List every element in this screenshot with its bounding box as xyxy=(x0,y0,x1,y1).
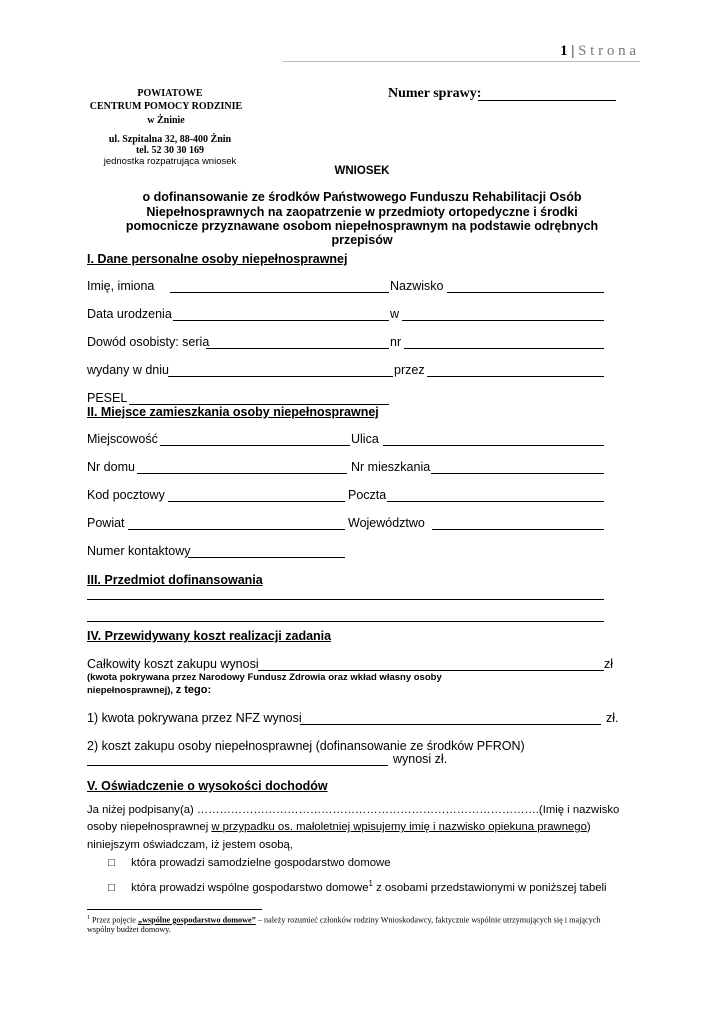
id-series-field[interactable] xyxy=(206,348,389,349)
form-subtitle-line2: Niepełnosprawnych na zaopatrzenie w przedmioty ortopedyczne i środki xyxy=(146,205,578,219)
institution-note: jednostka rozpatrująca wniosek xyxy=(103,156,237,167)
pesel-label: PESEL xyxy=(87,391,128,405)
birth-date-label: Data urodzenia xyxy=(87,307,172,321)
birth-date-field[interactable] xyxy=(173,320,389,321)
birth-place-field[interactable] xyxy=(402,320,604,321)
total-cost-unit: zł xyxy=(604,657,614,671)
institution-line3: w Żninie xyxy=(147,115,185,126)
footnote-text1: – należy rozumieć członków rodziny Wnioskodawcy, faktycznie wspólnie utrzymujących się i mających xyxy=(255,915,601,925)
section3-heading: III. Przedmiot dofinansowania xyxy=(87,573,263,587)
id-number-label: nr xyxy=(390,335,402,349)
form-subtitle-line4: przepisów xyxy=(331,233,393,247)
total-cost-label: Całkowity koszt zakupu wynosi xyxy=(87,657,259,671)
postal-code-field[interactable] xyxy=(168,501,345,502)
form-subtitle-line1: o dofinansowanie ze środków Państwowego Funduszu Rehabilitacji Osób xyxy=(142,190,582,204)
house-no-label: Nr domu xyxy=(87,460,135,474)
voivodeship-field[interactable] xyxy=(432,529,604,530)
nfz-label: 1) kwota pokrywana przez NFZ wynosi xyxy=(87,711,302,725)
statement-line2-c: ) xyxy=(586,821,591,833)
total-cost-note2 xyxy=(87,684,211,696)
last-name-field[interactable] xyxy=(447,292,604,293)
first-name-field[interactable] xyxy=(170,292,389,293)
checkbox-icon[interactable]: □ xyxy=(108,857,115,869)
option-shared-household-label: która prowadzi wspólne gospodarstwo domowe xyxy=(131,881,369,894)
page-number: 1 xyxy=(560,43,568,59)
case-number-field[interactable] xyxy=(478,100,616,101)
section4-heading: IV. Przewidywany koszt realizacji zadania xyxy=(87,629,332,643)
county-field[interactable] xyxy=(128,529,345,530)
town-field[interactable] xyxy=(160,445,350,446)
option-own-household-label: która prowadzi samodzielne gospodarstwo domowe xyxy=(131,857,391,869)
form-title: WNIOSEK xyxy=(334,165,390,177)
subject-field-line1[interactable] xyxy=(87,599,604,600)
section1-heading: I. Dane personalne osoby niepełnosprawnej xyxy=(87,252,348,266)
street-label: Ulica xyxy=(351,432,379,446)
street-field[interactable] xyxy=(383,445,604,446)
total-cost-note1: (kwota pokrywana przez Narodowy Fundusz Zdrowia oraz wkład własny osoby xyxy=(87,672,442,683)
section5-heading: V. Oświadczenie o wysokości dochodów xyxy=(87,779,328,793)
statement-line2-a: osoby niepełnosprawnej xyxy=(87,821,212,833)
issued-on-label: wydany w dniu xyxy=(87,363,169,377)
last-name-label: Nazwisko xyxy=(390,279,444,293)
footnote-term: „wspólne gospodarstwo domowe” xyxy=(137,915,256,925)
contact-field[interactable] xyxy=(188,557,345,558)
total-cost-note3-text: z tego: xyxy=(175,684,212,696)
total-cost-note2-text: niepełnosprawnej), xyxy=(87,685,174,696)
subject-field-line2[interactable] xyxy=(87,621,604,622)
footnote-line2: wspólny budżet domowy. xyxy=(87,925,171,934)
page-word: S t r o n a xyxy=(578,43,636,59)
statement-line1: Ja niżej podpisany(a) ……………………………………………………………………………….(Imię i nazwisko xyxy=(87,804,620,816)
contact-label: Numer kontaktowy xyxy=(87,544,191,558)
birth-place-label: w xyxy=(390,307,400,321)
checkbox-icon[interactable]: □ xyxy=(108,881,115,894)
institution-line2: CENTRUM POMOCY RODZINIE xyxy=(89,101,243,112)
section2-heading: II. Miejsce zamieszkania osoby niepełnosprawnej xyxy=(87,405,379,419)
institution-phone: tel. 52 30 30 169 xyxy=(135,145,205,156)
footnote-ref: 1 xyxy=(368,879,373,888)
id-series-label: Dowód osobisty: seria xyxy=(87,335,210,349)
first-name-label: Imię, imiona xyxy=(87,279,155,293)
town-label: Miejscowość xyxy=(87,432,158,446)
issued-by-label: przez xyxy=(394,363,425,377)
institution-line1: POWIATOWE xyxy=(137,88,203,99)
id-number-field[interactable] xyxy=(404,348,604,349)
statement-line2-b: w przypadku os. małoletniej wpisujemy imię i nazwisko opiekuna prawnego xyxy=(211,821,587,833)
footnote-mark: 1 xyxy=(87,915,90,921)
option-shared-household[interactable] xyxy=(108,879,607,894)
page-separator: | xyxy=(571,43,575,59)
option-shared-household-label-end: z osobami przedstawionymi w poniższej tabeli xyxy=(372,881,607,894)
footnote-prefix: Przez pojęcie xyxy=(90,915,138,925)
statement-line3: niniejszym oświadczam, iż jestem osobą, xyxy=(87,839,293,851)
flat-no-label: Nr mieszkania xyxy=(351,460,431,474)
house-no-field[interactable] xyxy=(137,473,347,474)
issued-on-field[interactable] xyxy=(168,376,393,377)
nfz-field[interactable] xyxy=(300,724,601,725)
total-cost-field[interactable] xyxy=(258,670,604,671)
own-cost-field[interactable] xyxy=(87,765,388,766)
footnote-rule xyxy=(87,909,262,910)
nfz-unit: zł. xyxy=(606,711,619,725)
postal-code-label: Kod pocztowy xyxy=(87,488,165,502)
footnote-line1 xyxy=(87,915,600,925)
case-number-label: Numer sprawy: xyxy=(388,86,482,101)
option-own-household[interactable] xyxy=(108,857,390,869)
form-subtitle-line3: pomocnicze przyznawane osobom niepełnosprawnym na podstawie odrębnych xyxy=(125,219,599,233)
statement-line2 xyxy=(87,821,591,833)
post-office-label: Poczta xyxy=(348,488,387,502)
own-cost-suffix: wynosi zł. xyxy=(393,752,448,766)
post-office-field[interactable] xyxy=(387,501,604,502)
institution-address: ul. Szpitalna 32, 88-400 Żnin xyxy=(108,134,232,145)
own-cost-label: 2) koszt zakupu osoby niepełnosprawnej (dofinansowanie ze środków PFRON) xyxy=(87,739,525,753)
county-label: Powiat xyxy=(87,516,125,530)
issued-by-field[interactable] xyxy=(427,376,604,377)
page-header xyxy=(560,43,636,60)
flat-no-field[interactable] xyxy=(431,473,604,474)
header-rule xyxy=(283,61,640,62)
voivodeship-label: Województwo xyxy=(348,516,425,530)
